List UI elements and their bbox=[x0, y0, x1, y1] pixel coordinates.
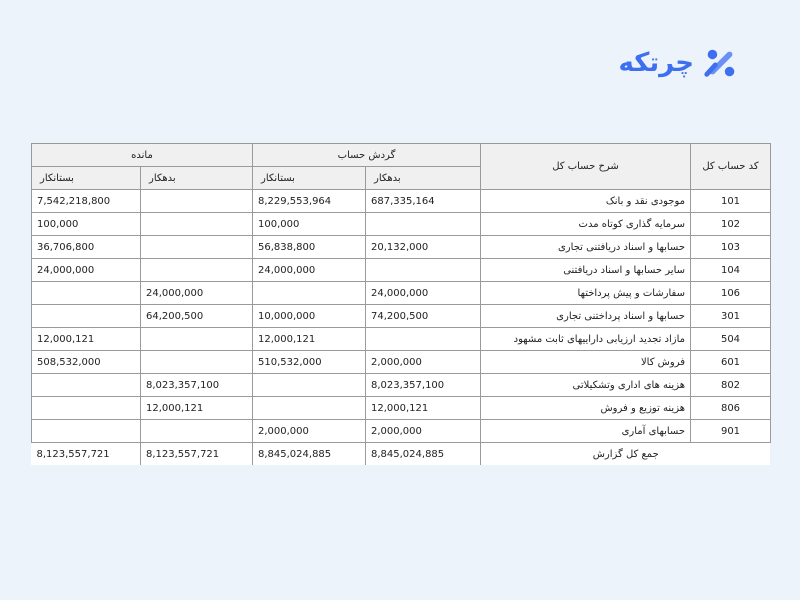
cell-turnover-credit: 510,532,000 bbox=[253, 351, 366, 374]
cell-account-description: حسابهای آماری bbox=[481, 420, 691, 443]
table-row bbox=[32, 236, 771, 259]
table-row bbox=[32, 259, 771, 282]
cell-balance-credit bbox=[32, 374, 141, 397]
cell-balance-credit: 24,000,000 bbox=[32, 259, 141, 282]
trial-balance-report bbox=[31, 143, 770, 465]
cell-balance-credit bbox=[32, 282, 141, 305]
cell-account-code: 104 bbox=[691, 259, 771, 282]
cell-account-code: 806 bbox=[691, 397, 771, 420]
cell-account-description: فروش کالا bbox=[481, 351, 691, 374]
cell-account-code: 504 bbox=[691, 328, 771, 351]
cell-account-code: 103 bbox=[691, 236, 771, 259]
cell-balance-debit: 12,000,121 bbox=[141, 397, 253, 420]
cell-balance-credit bbox=[32, 305, 141, 328]
cell-account-code: 101 bbox=[691, 190, 771, 213]
cell-account-description: هزینه توزیع و فروش bbox=[481, 397, 691, 420]
cell-balance-credit bbox=[32, 420, 141, 443]
cell-turnover-debit bbox=[366, 328, 481, 351]
brand-mark-icon bbox=[702, 44, 740, 82]
total-balance-credit: 8,123,557,721 bbox=[32, 443, 141, 466]
cell-balance-credit: 508,532,000 bbox=[32, 351, 141, 374]
table-row bbox=[32, 190, 771, 213]
cell-turnover-debit: 8,023,357,100 bbox=[366, 374, 481, 397]
cell-balance-credit bbox=[32, 397, 141, 420]
header-balance: مانده bbox=[32, 144, 253, 167]
cell-balance-debit: 24,000,000 bbox=[141, 282, 253, 305]
cell-balance-debit bbox=[141, 420, 253, 443]
cell-account-description: حسابها و اسناد دریافتنی تجاری bbox=[481, 236, 691, 259]
trial-balance-table bbox=[31, 143, 771, 465]
cell-account-code: 901 bbox=[691, 420, 771, 443]
table-row bbox=[32, 213, 771, 236]
total-turnover-credit: 8,845,024,885 bbox=[253, 443, 366, 466]
header-balance-credit: بستانکار bbox=[32, 167, 141, 190]
cell-balance-debit bbox=[141, 328, 253, 351]
cell-account-description: سرمایه گذاری کوتاه مدت bbox=[481, 213, 691, 236]
cell-balance-debit: 8,023,357,100 bbox=[141, 374, 253, 397]
cell-turnover-credit: 100,000 bbox=[253, 213, 366, 236]
header-turnover-credit: بستانکار bbox=[253, 167, 366, 190]
cell-account-description: سایر حسابها و اسناد دریافتنی bbox=[481, 259, 691, 282]
cell-account-code: 301 bbox=[691, 305, 771, 328]
cell-turnover-credit: 56,838,800 bbox=[253, 236, 366, 259]
total-label: جمع کل گزارش bbox=[592, 448, 659, 460]
cell-turnover-debit: 20,132,000 bbox=[366, 236, 481, 259]
cell-account-code: 106 bbox=[691, 282, 771, 305]
cell-turnover-credit: 12,000,121 bbox=[253, 328, 366, 351]
cell-balance-credit: 12,000,121 bbox=[32, 328, 141, 351]
header-account-description: شرح حساب کل bbox=[481, 144, 691, 190]
cell-turnover-debit: 24,000,000 bbox=[366, 282, 481, 305]
table-row bbox=[32, 351, 771, 374]
cell-turnover-debit: 2,000,000 bbox=[366, 351, 481, 374]
header-balance-debit: بدهکار bbox=[141, 167, 253, 190]
cell-turnover-credit: 8,229,553,964 bbox=[253, 190, 366, 213]
header-turnover: گردش حساب bbox=[253, 144, 481, 167]
cell-turnover-debit: 687,335,164 bbox=[366, 190, 481, 213]
header-turnover-debit: بدهکار bbox=[366, 167, 481, 190]
cell-turnover-credit bbox=[253, 397, 366, 420]
cell-turnover-credit: 2,000,000 bbox=[253, 420, 366, 443]
cell-balance-debit bbox=[141, 236, 253, 259]
total-row bbox=[32, 443, 771, 466]
cell-turnover-debit: 74,200,500 bbox=[366, 305, 481, 328]
cell-account-description: سفارشات و پیش پرداختها bbox=[481, 282, 691, 305]
cell-balance-debit: 64,200,500 bbox=[141, 305, 253, 328]
cell-balance-credit: 7,542,218,800 bbox=[32, 190, 141, 213]
table-row bbox=[32, 397, 771, 420]
total-turnover-debit: 8,845,024,885 bbox=[366, 443, 481, 466]
cell-turnover-debit bbox=[366, 259, 481, 282]
cell-account-description: مازاد تجدید ارزیابی داراییهای ثابت مشهود bbox=[481, 328, 691, 351]
table-row bbox=[32, 328, 771, 351]
cell-turnover-debit: 12,000,121 bbox=[366, 397, 481, 420]
table-row bbox=[32, 305, 771, 328]
table-row bbox=[32, 420, 771, 443]
cell-turnover-credit: 24,000,000 bbox=[253, 259, 366, 282]
cell-turnover-credit bbox=[253, 374, 366, 397]
cell-balance-debit bbox=[141, 259, 253, 282]
cell-turnover-credit: 10,000,000 bbox=[253, 305, 366, 328]
table-row bbox=[32, 374, 771, 397]
cell-account-description: هزینه های اداری وتشکیلاتی bbox=[481, 374, 691, 397]
table-row bbox=[32, 282, 771, 305]
cell-balance-credit: 100,000 bbox=[32, 213, 141, 236]
cell-turnover-debit bbox=[366, 213, 481, 236]
cell-balance-debit bbox=[141, 351, 253, 374]
cell-turnover-credit bbox=[253, 282, 366, 305]
brand-logo bbox=[618, 44, 740, 82]
cell-account-code: 102 bbox=[691, 213, 771, 236]
header-account-code: کد حساب کل bbox=[691, 144, 771, 190]
brand-name: چرتکه bbox=[618, 48, 694, 78]
cell-balance-credit: 36,706,800 bbox=[32, 236, 141, 259]
cell-turnover-debit: 2,000,000 bbox=[366, 420, 481, 443]
cell-balance-debit bbox=[141, 213, 253, 236]
cell-account-description: موجودی نقد و بانک bbox=[481, 190, 691, 213]
cell-account-code: 802 bbox=[691, 374, 771, 397]
cell-account-description: حسابها و اسناد پرداختنی تجاری bbox=[481, 305, 691, 328]
cell-account-code: 601 bbox=[691, 351, 771, 374]
total-balance-debit: 8,123,557,721 bbox=[141, 443, 253, 466]
cell-balance-debit bbox=[141, 190, 253, 213]
